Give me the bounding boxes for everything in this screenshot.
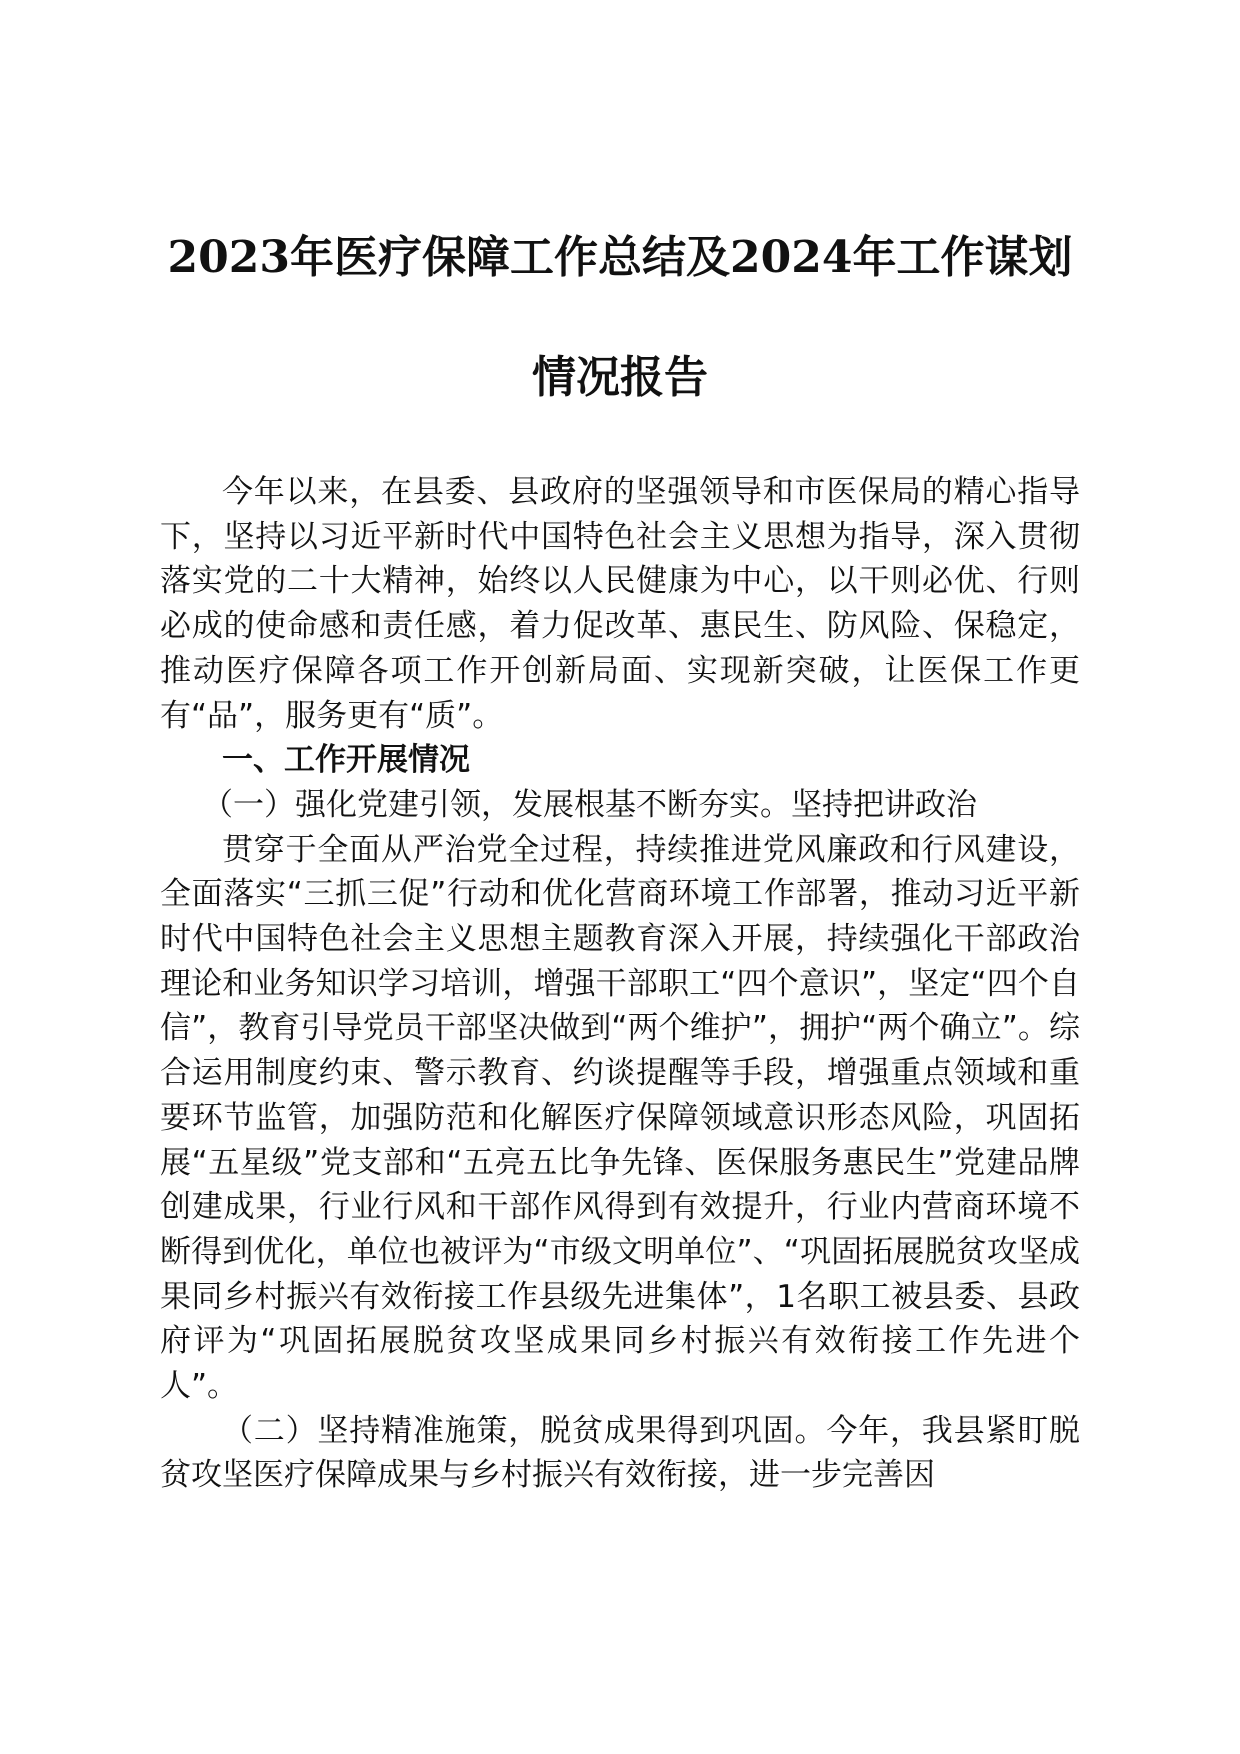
item-body-party-building: 贯穿于全面从严治党全过程，持续推进党风廉政和行风建设，全面落实“三抓三促”行动和优化营商环境工作部署，推动习近平新时代中国特色社会主义思想主题教育深入开展，持续强化干部政治理论和业务知识学习培训，增强干部职工“四个意识”，坚定“四个自信”，教育引导党员干部坚决做到“两个维护”，拥护“两个确立”。综合运用制度约束、警示教育、约谈提醒等手段，增强重点领域和重要环节监管，加强防范和化解医疗保障领域意识形态风险，巩固拓展“五星级”党支部和“五亮五比争先锋、医保服务惠民生”党建品牌创建成果，行业行风和干部作风得到有效提升，行业内营商环境不断得到优化，单位也被评为“市级文明单位”、“巩固拓展脱贫攻坚成果同乡村振兴有效衔接工作县级先进集体”，1名职工被县委、县政府评为“巩固拓展脱贫攻坚成果同乡村振兴有效衔接工作先进个人”。: [160, 831, 1080, 1405]
item-paragraph-poverty-alleviation: [160, 1409, 1080, 1498]
document-title-line-2: 情况报告: [532, 352, 708, 403]
document-body: [160, 470, 1080, 1498]
item-heading-party-building: （一）强化党建引领，发展根基不断夯实。坚持把讲政治: [202, 786, 977, 823]
item-heading-poverty-alleviation: （二）坚持精准施策，脱贫成果得到巩固。: [222, 1412, 827, 1449]
section-heading-work-status: 一、工作开展情况: [222, 742, 470, 779]
item-body-poverty-alleviation: 今年，我县紧盯脱贫攻坚医疗保障成果与乡村振兴有效衔接，进一步完善因: [160, 1412, 1081, 1494]
intro-paragraph: 今年以来，在县委、县政府的坚强领导和市医保局的精心指导下，坚持以习近平新时代中国特色社会主义思想为指导，深入贯彻落实党的二十大精神，始终以人民健康为中心，以干则必优、行则必成的使命感和责任感，着力促改革、惠民生、防风险、保稳定，推动医疗保障各项工作开创新局面、实现新突破，让医保工作更有“品”，服务更有“质”。: [160, 474, 1080, 734]
document-title-line-1: 2023年医疗保障工作总结及2024年工作谋划: [167, 232, 1073, 283]
